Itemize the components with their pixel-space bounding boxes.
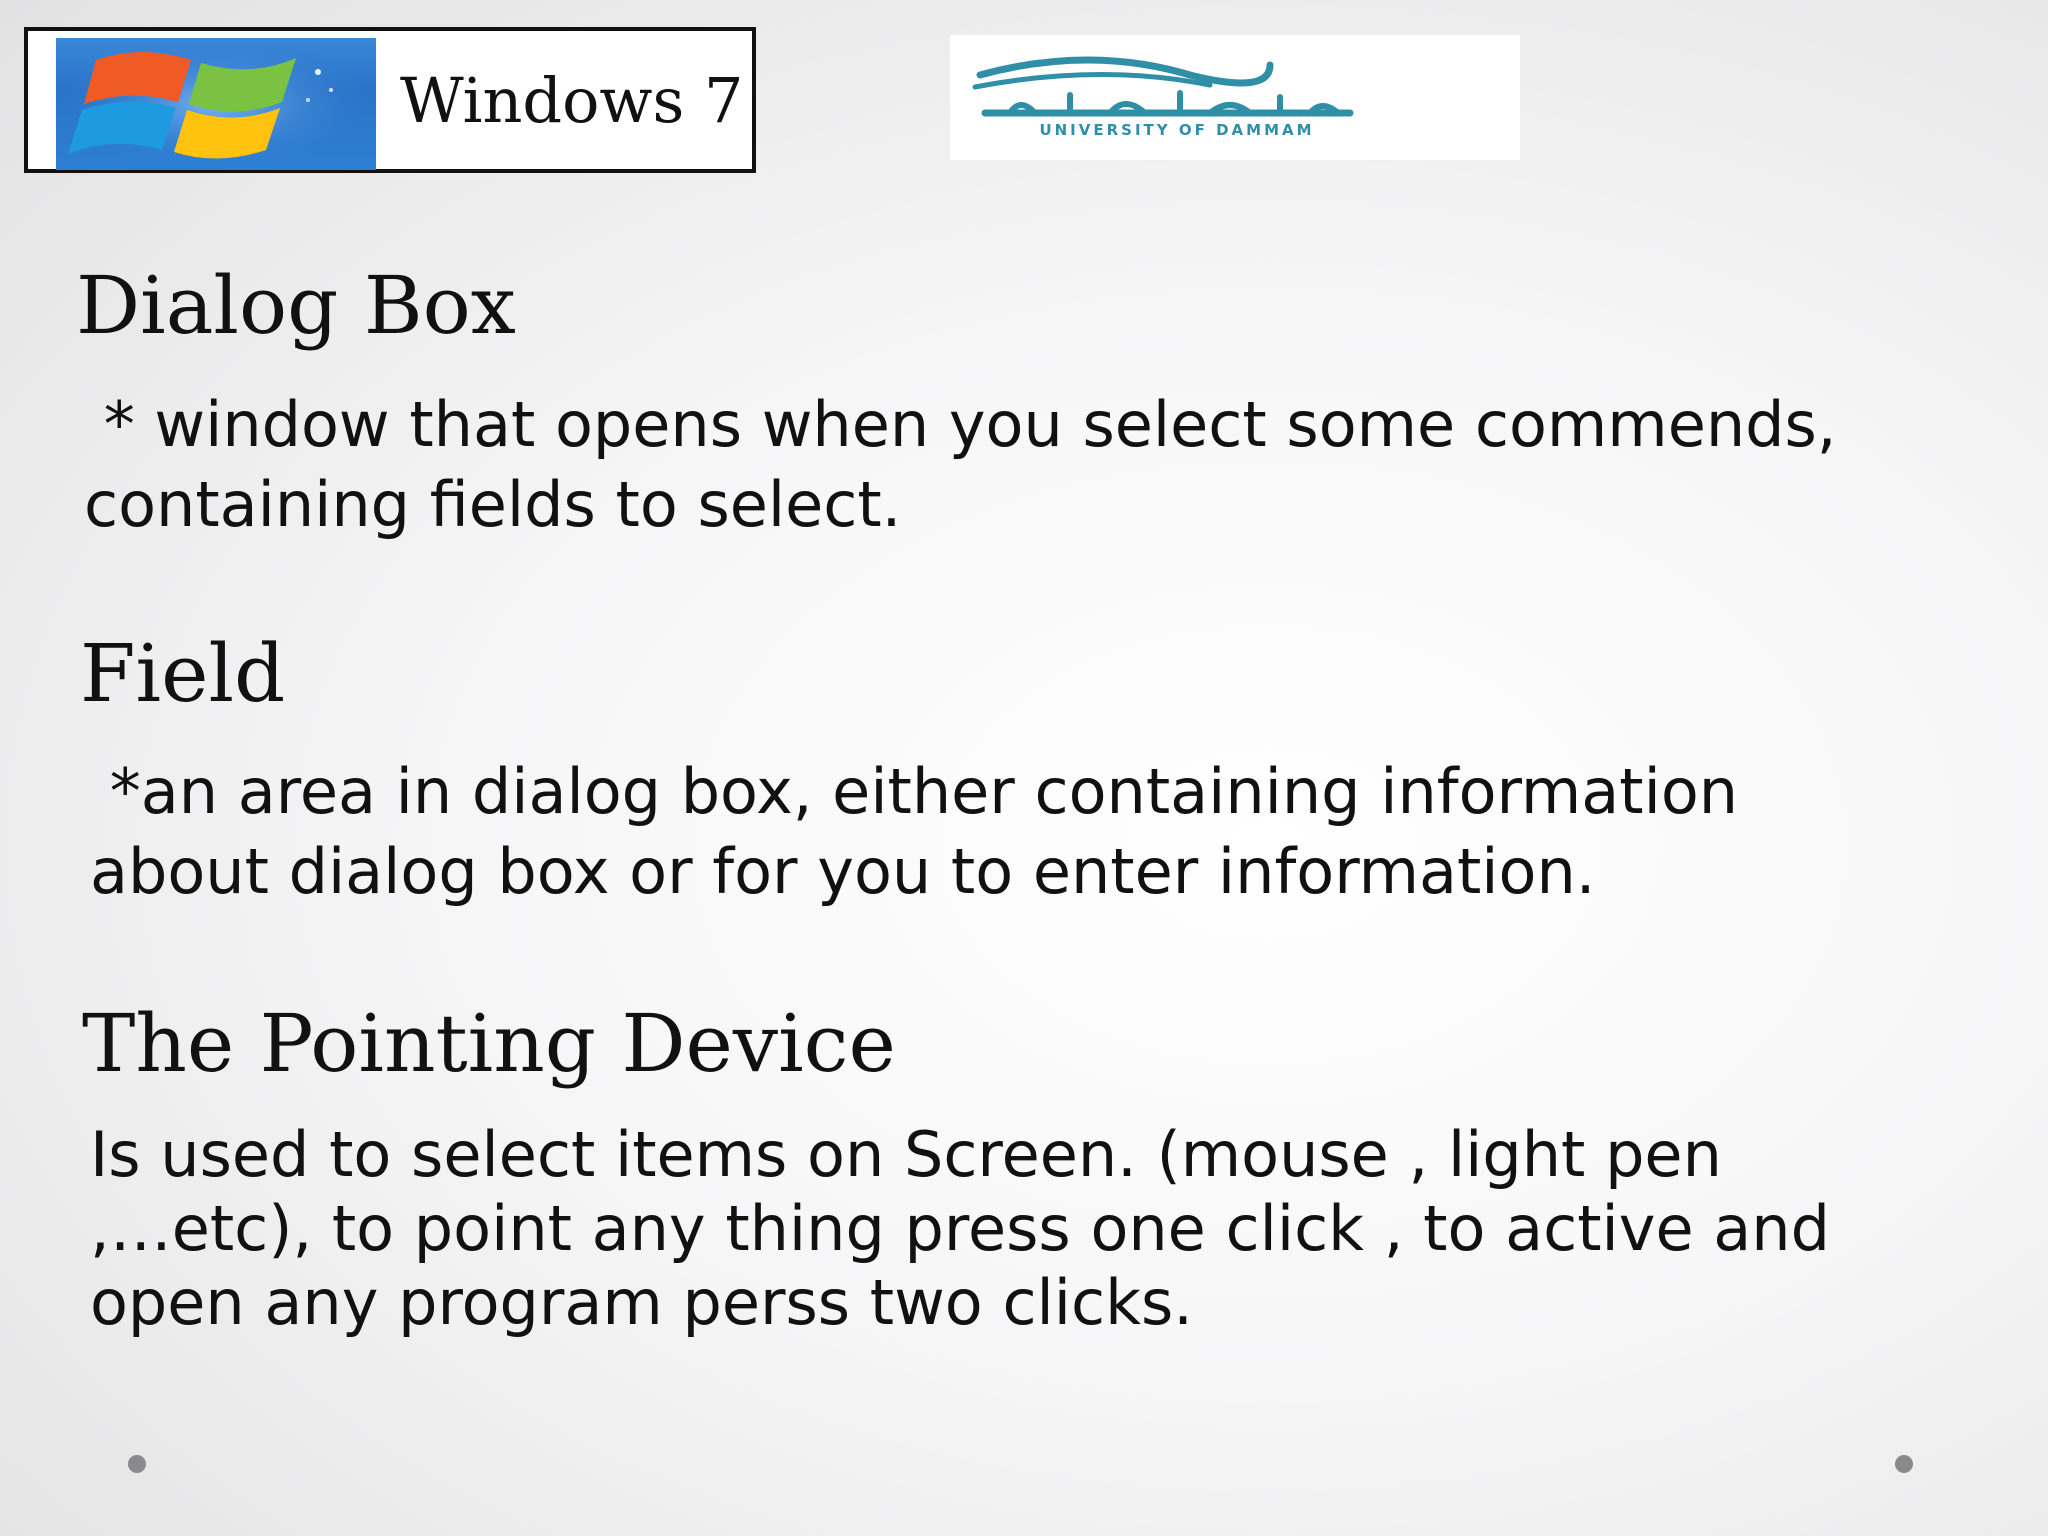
decorative-dot-right bbox=[1895, 1455, 1913, 1473]
brand-title: Windows 7 bbox=[400, 64, 744, 137]
heading-dialog-box: Dialog Box bbox=[76, 259, 516, 352]
text-line: about dialog box or for you to enter information. bbox=[90, 835, 1596, 908]
windows-flag-icon bbox=[56, 38, 376, 170]
decorative-dot-left bbox=[128, 1455, 146, 1473]
dialog-box-description bbox=[84, 385, 1837, 545]
text-line: * window that opens when you select some commends, bbox=[84, 388, 1837, 461]
university-logo bbox=[950, 35, 1520, 160]
heading-field: Field bbox=[80, 627, 286, 720]
field-description bbox=[90, 752, 1738, 912]
text-line: ,…etc), to point any thing press one click , to active and bbox=[90, 1192, 1830, 1265]
university-name: UNIVERSITY OF DAMMAM bbox=[1039, 121, 1315, 139]
text-line: containing fields to select. bbox=[84, 468, 902, 541]
text-line: *an area in dialog box, either containing information bbox=[90, 755, 1739, 828]
pointing-device-description bbox=[90, 1118, 1830, 1340]
heading-pointing-device: The Pointing Device bbox=[82, 997, 896, 1090]
text-line: open any program perss two clicks. bbox=[90, 1266, 1193, 1339]
windows-7-brand-box bbox=[24, 27, 756, 173]
text-line: Is used to select items on Screen. (mouse , light pen bbox=[90, 1118, 1722, 1191]
